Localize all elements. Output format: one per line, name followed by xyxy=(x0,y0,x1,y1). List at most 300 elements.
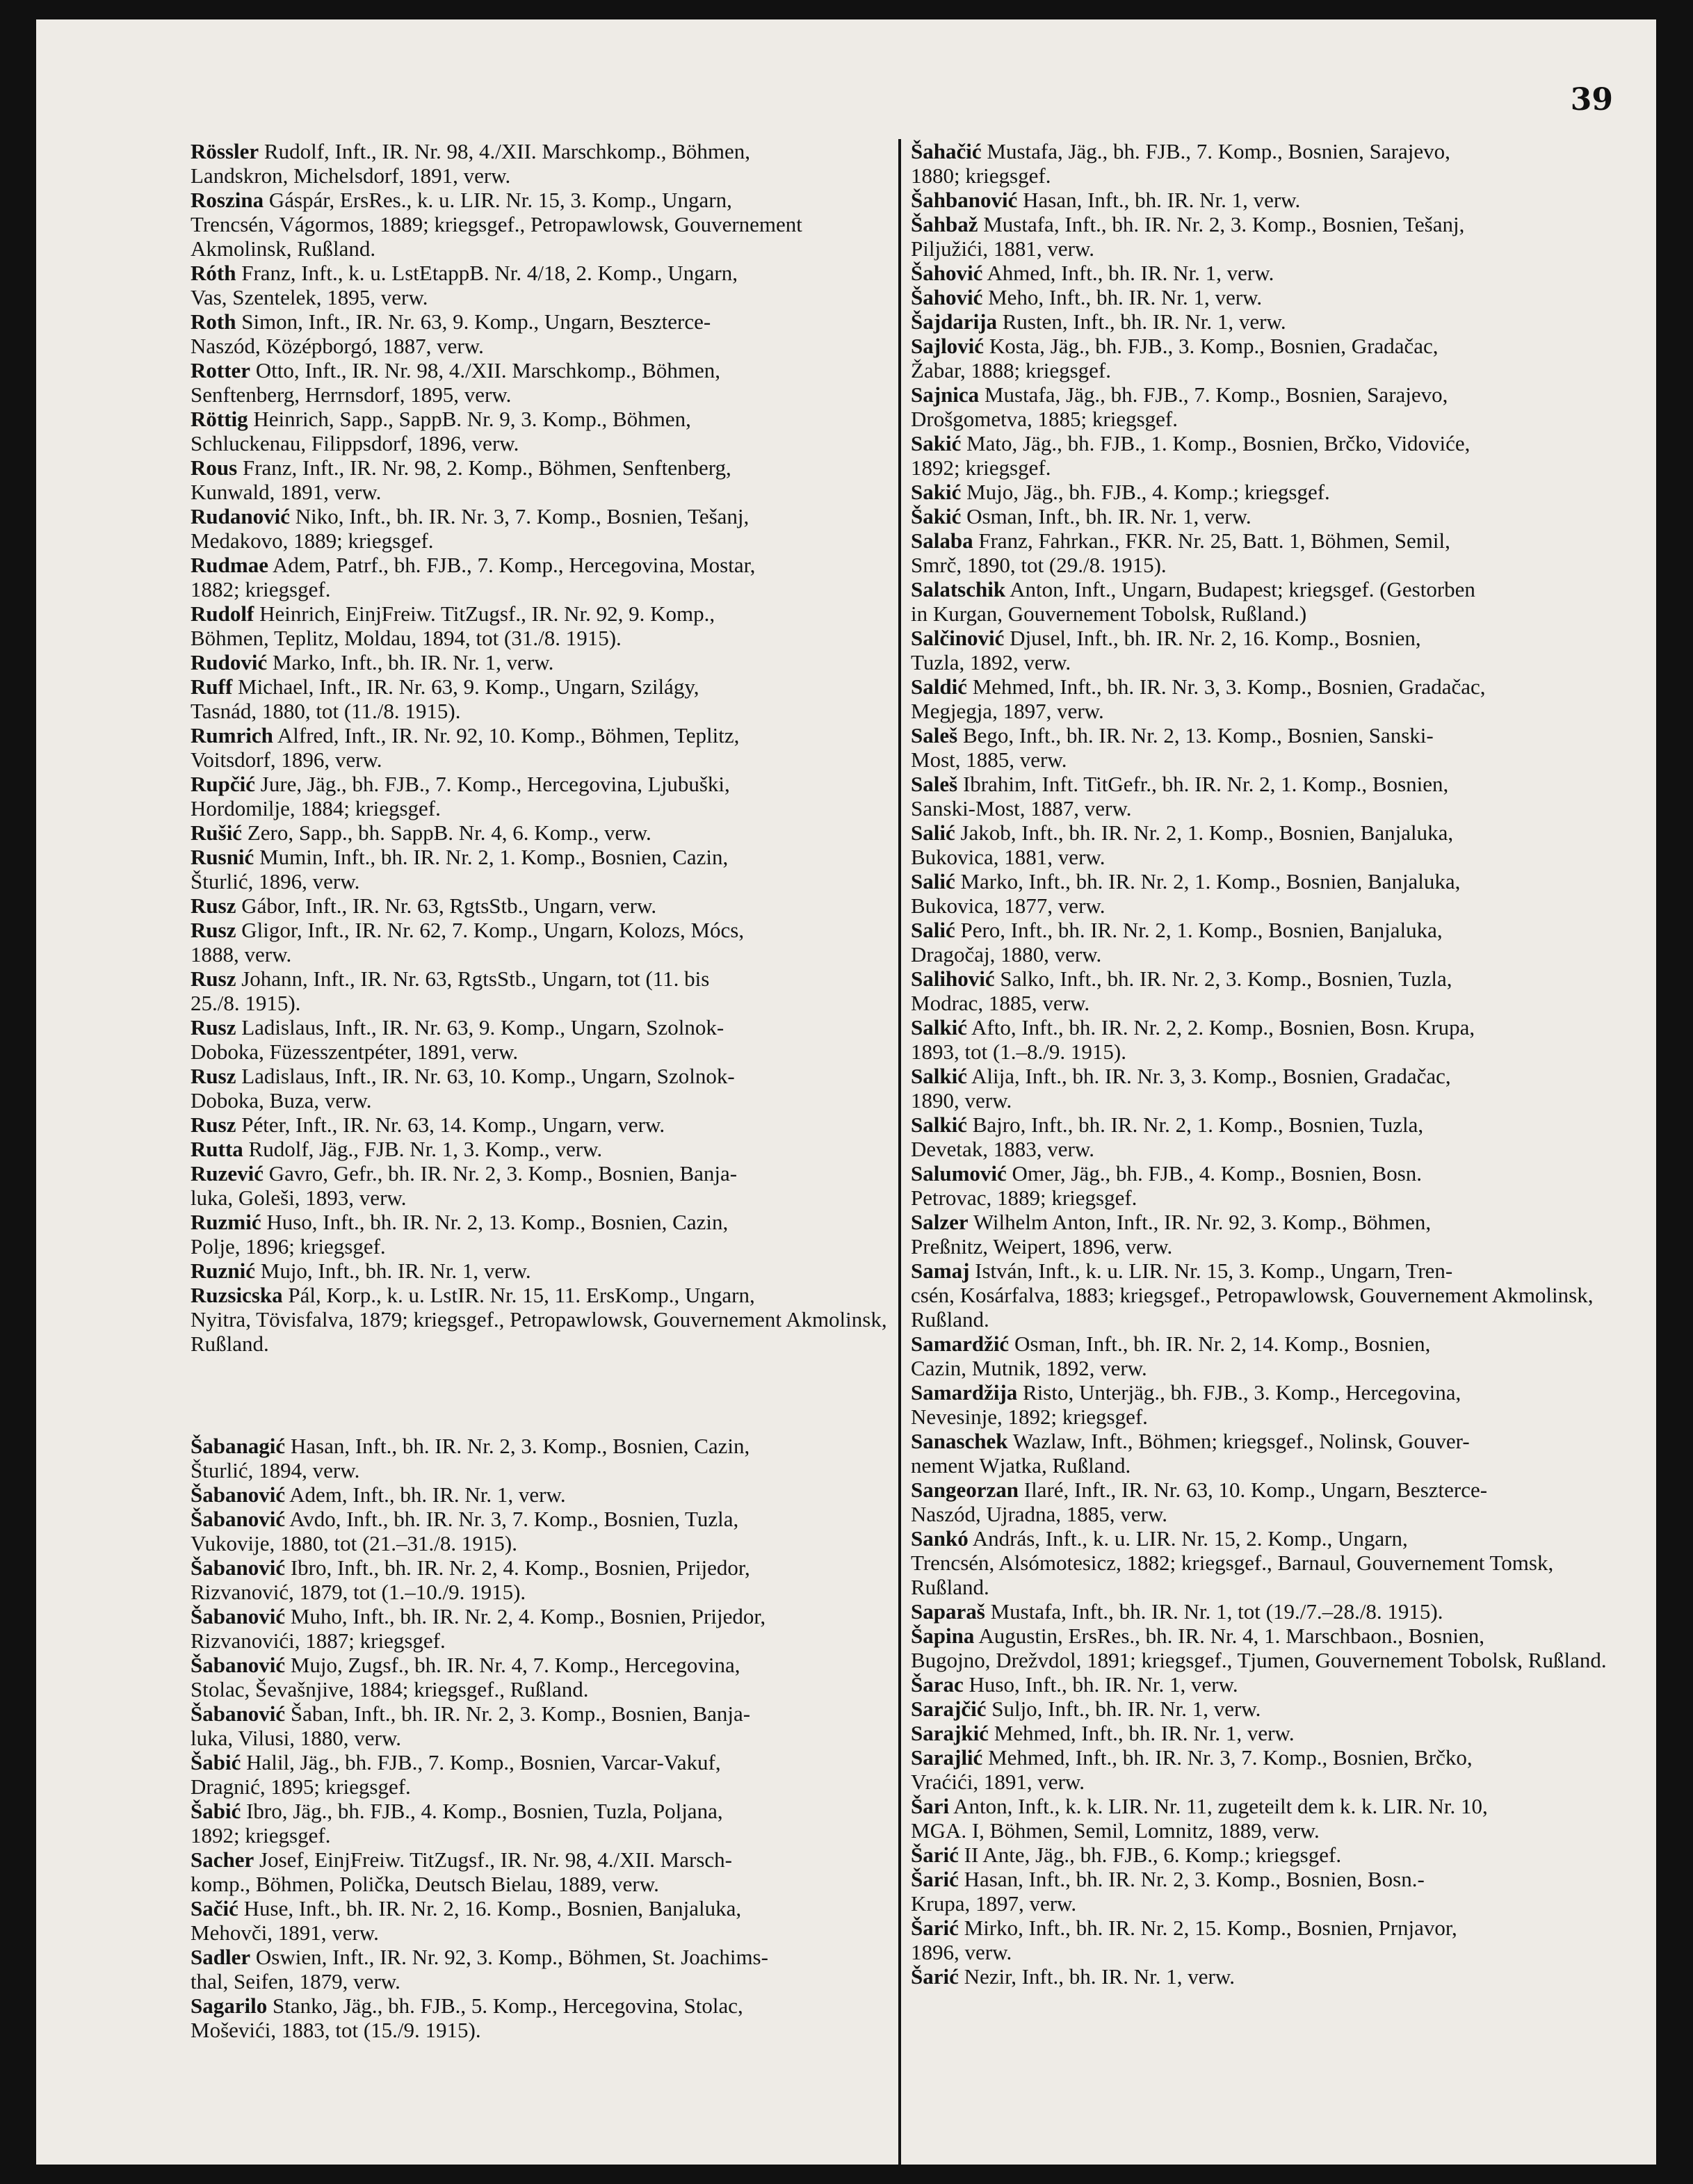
entry-surname: Roszina xyxy=(191,188,264,212)
entry-details: Ibrahim, Inft. TitGefr., bh. IR. Nr. 2, 1. Komp., Bosnien, xyxy=(957,772,1449,796)
entry-details: Johann, Inft., IR. Nr. 63, RgtsStb., Ungarn, tot (11. bis xyxy=(236,966,710,991)
register-entry xyxy=(911,1161,1607,1210)
entry-surname: Rotter xyxy=(191,358,251,382)
entry-continuation: Hordomilje, 1884; kriegsgef. xyxy=(191,796,441,820)
entry-details: Heinrich, Sapp., SappB. Nr. 9, 3. Komp., Böhmen, xyxy=(248,407,691,431)
register-entry xyxy=(911,1015,1607,1064)
entry-continuation: Žabar, 1888; kriegsgef. xyxy=(911,358,1111,382)
entry-details: Kosta, Jäg., bh. FJB., 3. Komp., Bosnien, Gradačac, xyxy=(984,334,1439,358)
scanned-page xyxy=(36,19,1656,2165)
entry-details: Mehmed, Inft., bh. IR. Nr. 3, 7. Komp., Bosnien, Brčko, xyxy=(982,1745,1473,1770)
entry-surname: Šarić xyxy=(911,1867,959,1891)
register-entry xyxy=(191,1259,889,1283)
entry-surname: Rous xyxy=(191,455,238,480)
entry-continuation: Tuzla, 1892, verw. xyxy=(911,650,1071,674)
entry-surname: Röttig xyxy=(191,407,248,431)
entry-continuation: 1896, verw. xyxy=(911,1940,1012,1964)
register-entry xyxy=(191,1434,889,1482)
entry-surname: Šahbaž xyxy=(911,212,978,236)
entry-details: Zero, Sapp., bh. SappB. Nr. 4, 6. Komp., verw. xyxy=(242,820,651,845)
entry-surname: Šabić xyxy=(191,1750,241,1774)
entry-details: Rudolf, Inft., IR. Nr. 98, 4./XII. Marschkomp., Böhmen, xyxy=(259,139,751,163)
entry-surname: Sakić xyxy=(911,480,962,504)
entry-continuation: Naszód, Középborgó, 1887, verw. xyxy=(191,334,484,358)
entry-surname: Šahbanović xyxy=(911,188,1018,212)
entry-details: II Ante, Jäg., bh. FJB., 6. Komp.; kriegsgef. xyxy=(958,1843,1342,1867)
register-entry xyxy=(911,1697,1607,1721)
register-entry xyxy=(911,674,1607,723)
entry-details: Augustin, ErsRes., bh. IR. Nr. 4, 1. Marschbaon., Bosnien, xyxy=(974,1624,1484,1648)
left-column xyxy=(191,139,889,2042)
register-entry xyxy=(911,261,1607,285)
entry-continuation: Most, 1885, verw. xyxy=(911,747,1067,772)
section-gap xyxy=(191,1356,889,1434)
register-entry xyxy=(911,480,1607,504)
entry-details: Hasan, Inft., bh. IR. Nr. 2, 3. Komp., Bosnien, Bosn.- xyxy=(958,1867,1425,1891)
register-entry xyxy=(191,261,889,309)
entry-continuation: Rizvanović, 1879, tot (1.–10./9. 1915). xyxy=(191,1580,526,1604)
register-entry xyxy=(191,1799,889,1847)
entry-surname: Saleš xyxy=(911,772,958,796)
entry-surname: Rusnić xyxy=(191,845,254,869)
entry-continuation: Stolac, Ševašnjive, 1884; kriegsgef., Rußland. xyxy=(191,1677,589,1701)
entry-details: András, Inft., k. u. LIR. Nr. 15, 2. Komp., Ungarn, xyxy=(968,1526,1408,1551)
entry-details: Adem, Patrf., bh. FJB., 7. Komp., Hercegovina, Mostar, xyxy=(268,553,756,577)
entry-details: Meho, Inft., bh. IR. Nr. 1, verw. xyxy=(982,285,1263,309)
entry-details: Huso, Inft., bh. IR. Nr. 1, verw. xyxy=(963,1672,1238,1697)
entry-details: Rusten, Inft., bh. IR. Nr. 1, verw. xyxy=(997,309,1286,334)
register-entry xyxy=(911,1380,1607,1429)
entry-continuation: Vukovije, 1880, tot (21.–31./8. 1915). xyxy=(191,1531,517,1555)
entry-continuation: Vas, Szentelek, 1895, verw. xyxy=(191,285,428,309)
entry-continuation: Rizvanovići, 1887; kriegsgef. xyxy=(191,1628,446,1653)
entry-surname: Rudmae xyxy=(191,553,268,577)
register-entry xyxy=(191,723,889,772)
entry-surname: Ruzsicska xyxy=(191,1283,283,1307)
register-entry xyxy=(911,1064,1607,1113)
entry-surname: Šabanović xyxy=(191,1653,286,1677)
entry-surname: Sakić xyxy=(911,431,962,455)
entry-details: Afto, Inft., bh. IR. Nr. 2, 2. Komp., Bosnien, Bosn. Krupa, xyxy=(966,1015,1475,1040)
entry-continuation: Smrč, 1890, tot (29./8. 1915). xyxy=(911,553,1167,577)
entry-details: Pál, Korp., k. u. LstIR. Nr. 15, 11. ErsKomp., Ungarn, xyxy=(282,1283,755,1307)
entry-details: Nezir, Inft., bh. IR. Nr. 1, verw. xyxy=(958,1964,1235,1989)
entry-surname: Sarajčić xyxy=(911,1697,987,1721)
entry-surname: Róth xyxy=(191,261,236,285)
entry-continuation: Dragočaj, 1880, verw. xyxy=(911,942,1102,966)
register-entry xyxy=(911,772,1607,820)
register-entry xyxy=(191,1113,889,1137)
entry-details: Mehmed, Inft., bh. IR. Nr. 1, verw. xyxy=(988,1721,1295,1745)
entry-surname: Šahović xyxy=(911,261,983,285)
entry-details: Osman, Inft., bh. IR. Nr. 1, verw. xyxy=(961,504,1251,528)
entry-details: Franz, Inft., k. u. LstEtappB. Nr. 4/18, 2. Komp., Ungarn, xyxy=(236,261,738,285)
entry-surname: Šahačić xyxy=(911,139,982,163)
entry-details: Šaban, Inft., bh. IR. Nr. 2, 3. Komp., Bosnien, Banja- xyxy=(285,1701,751,1726)
entry-details: Bajro, Inft., bh. IR. Nr. 2, 1. Komp., Bosnien, Tuzla, xyxy=(966,1113,1424,1137)
entry-surname: Sajnica xyxy=(911,382,980,407)
entry-details: Marko, Inft., bh. IR. Nr. 2, 1. Komp., Bosnien, Banjaluka, xyxy=(955,869,1461,893)
entry-details: Djusel, Inft., bh. IR. Nr. 2, 16. Komp., Bosnien, xyxy=(1004,626,1421,650)
register-entry xyxy=(191,455,889,504)
register-entry xyxy=(911,820,1607,869)
register-entry xyxy=(191,1015,889,1064)
entry-surname: Ruff xyxy=(191,674,233,699)
entry-details: Mujo, Inft., bh. IR. Nr. 1, verw. xyxy=(255,1259,531,1283)
entry-details: Wazlaw, Inft., Böhmen; kriegsgef., Nolinsk, Gouver- xyxy=(1007,1429,1470,1453)
register-entry xyxy=(191,918,889,966)
entry-surname: Sankó xyxy=(911,1526,969,1551)
entry-surname: Šajdarija xyxy=(911,309,997,334)
entry-continuation: Mehovči, 1891, verw. xyxy=(191,1920,379,1945)
entry-surname: Salzer xyxy=(911,1210,969,1234)
entry-details: Mirko, Inft., bh. IR. Nr. 2, 15. Komp., Bosnien, Prnjavor, xyxy=(958,1916,1457,1940)
entry-details: Muho, Inft., bh. IR. Nr. 2, 4. Komp., Bosnien, Prijedor, xyxy=(285,1604,766,1628)
entry-continuation: Modrac, 1885, verw. xyxy=(911,991,1090,1015)
entry-continuation: Naszód, Ujradna, 1885, verw. xyxy=(911,1502,1168,1526)
entry-surname: Salkić xyxy=(911,1015,967,1040)
register-entry xyxy=(911,1478,1607,1526)
entry-continuation: komp., Böhmen, Polička, Deutsch Bielau, 1889, verw. xyxy=(191,1872,659,1896)
entry-details: Mustafa, Jäg., bh. FJB., 7. Komp., Bosnien, Sarajevo, xyxy=(979,382,1448,407)
entry-continuation: 1882; kriegsgef. xyxy=(191,577,331,601)
entry-surname: Salkić xyxy=(911,1113,967,1137)
entry-continuation: luka, Goleši, 1893, verw. xyxy=(191,1186,407,1210)
entry-surname: Šabanović xyxy=(191,1507,286,1531)
entry-surname: Sarajkić xyxy=(911,1721,989,1745)
register-entry xyxy=(191,1482,889,1507)
entry-details: Stanko, Jäg., bh. FJB., 5. Komp., Hercegovina, Stolac, xyxy=(267,1993,743,2018)
entry-continuation: Trencsén, Alsómotesicz, 1882; kriegsgef., Barnaul, Gouvernement Tomsk, Rußland. xyxy=(911,1551,1554,1599)
entry-details: Huse, Inft., bh. IR. Nr. 2, 16. Komp., Bosnien, Banjaluka, xyxy=(238,1896,742,1920)
register-entry xyxy=(911,212,1607,261)
register-entry xyxy=(911,1429,1607,1478)
entry-continuation: Polje, 1896; kriegsgef. xyxy=(191,1234,386,1259)
entry-continuation: csén, Kosárfalva, 1883; kriegsgef., Petropawlowsk, Gouvernement Akmolinsk, Rußland. xyxy=(911,1283,1594,1332)
entry-surname: Saleš xyxy=(911,723,958,747)
register-entry xyxy=(911,1672,1607,1697)
register-entry xyxy=(911,309,1607,334)
entry-continuation: Preßnitz, Weipert, 1896, verw. xyxy=(911,1234,1173,1259)
entry-continuation: Medakovo, 1889; kriegsgef. xyxy=(191,528,434,553)
register-entry xyxy=(911,504,1607,528)
entry-surname: Salić xyxy=(911,820,955,845)
entry-details: Gáspár, ErsRes., k. u. LIR. Nr. 15, 3. Komp., Ungarn, xyxy=(264,188,732,212)
register-entry xyxy=(911,431,1607,480)
entry-surname: Ruzmić xyxy=(191,1210,261,1234)
entry-continuation: Cazin, Mutnik, 1892, verw. xyxy=(911,1356,1147,1380)
entry-details: Franz, Inft., IR. Nr. 98, 2. Komp., Böhmen, Senftenberg, xyxy=(237,455,731,480)
entry-surname: Sangeorzan xyxy=(911,1478,1019,1502)
entry-surname: Rusz xyxy=(191,1064,236,1088)
register-entry xyxy=(191,1896,889,1945)
register-entry xyxy=(191,1507,889,1555)
entry-details: Bego, Inft., bh. IR. Nr. 2, 13. Komp., Bosnien, Sanski- xyxy=(957,723,1434,747)
register-entry xyxy=(911,1867,1607,1916)
entry-surname: Šarac xyxy=(911,1672,964,1697)
entry-surname: Rutta xyxy=(191,1137,243,1161)
register-entry xyxy=(911,918,1607,966)
entry-surname: Sarajlić xyxy=(911,1745,983,1770)
register-entry xyxy=(911,1624,1607,1672)
register-entry xyxy=(911,188,1607,212)
entry-surname: Rusz xyxy=(191,966,236,991)
entry-surname: Salić xyxy=(911,918,955,942)
entry-details: Franz, Fahrkan., FKR. Nr. 25, Batt. 1, Böhmen, Semil, xyxy=(973,528,1450,553)
entry-surname: Šabanagić xyxy=(191,1434,286,1458)
entry-surname: Šabanović xyxy=(191,1604,286,1628)
entry-continuation: Drošgometva, 1885; kriegsgef. xyxy=(911,407,1178,431)
entry-details: Pero, Inft., bh. IR. Nr. 2, 1. Komp., Bosnien, Banjaluka, xyxy=(955,918,1443,942)
entry-details: Josef, EinjFreiw. TitZugsf., IR. Nr. 98, 4./XII. Marsch- xyxy=(254,1847,732,1872)
register-entry xyxy=(911,723,1607,772)
entry-details: Hasan, Inft., bh. IR. Nr. 1, verw. xyxy=(1017,188,1301,212)
entry-surname: Sajlović xyxy=(911,334,985,358)
entry-details: Marko, Inft., bh. IR. Nr. 1, verw. xyxy=(267,650,554,674)
entry-surname: Rudović xyxy=(191,650,268,674)
entry-continuation: 1888, verw. xyxy=(191,942,292,966)
entry-continuation: Šturlić, 1896, verw. xyxy=(191,869,360,893)
entry-details: Suljo, Inft., bh. IR. Nr. 1, verw. xyxy=(986,1697,1261,1721)
entry-surname: Šabanović xyxy=(191,1701,286,1726)
entry-surname: Rusz xyxy=(191,1015,236,1040)
page-number: 39 xyxy=(1570,82,1613,118)
entry-details: Ibro, Jäg., bh. FJB., 4. Komp., Bosnien, Tuzla, Poljana, xyxy=(241,1799,723,1823)
entry-surname: Saldić xyxy=(911,674,967,699)
entry-continuation: Devetak, 1883, verw. xyxy=(911,1137,1094,1161)
register-entry xyxy=(911,1916,1607,1964)
entry-details: Alfred, Inft., IR. Nr. 92, 10. Komp., Böhmen, Teplitz, xyxy=(273,723,740,747)
entry-surname: Sacher xyxy=(191,1847,254,1872)
entry-surname: Sagarilo xyxy=(191,1993,268,2018)
entry-surname: Salatschik xyxy=(911,577,1006,601)
entry-continuation: 1892; kriegsgef. xyxy=(911,455,1051,480)
entry-details: Anton, Inft., Ungarn, Budapest; kriegsgef. (Gestorben xyxy=(1005,577,1475,601)
entry-details: Adem, Inft., bh. IR. Nr. 1, verw. xyxy=(285,1482,566,1507)
register-entry xyxy=(191,1993,889,2042)
register-entry xyxy=(911,1964,1607,1989)
entry-details: Mato, Jäg., bh. FJB., 1. Komp., Bosnien, Brčko, Vidoviće, xyxy=(961,431,1471,455)
entry-continuation: Bukovica, 1881, verw. xyxy=(911,845,1105,869)
entry-details: Rudolf, Jäg., FJB. Nr. 1, 3. Komp., verw. xyxy=(243,1137,603,1161)
entry-continuation: 1880; kriegsgef. xyxy=(911,163,1051,188)
register-entry xyxy=(911,1721,1607,1745)
register-entry xyxy=(191,504,889,553)
entry-continuation: thal, Seifen, 1879, verw. xyxy=(191,1969,400,1993)
entry-surname: Roth xyxy=(191,309,236,334)
register-entry xyxy=(191,1750,889,1799)
entry-surname: Samaj xyxy=(911,1259,970,1283)
register-entry xyxy=(911,1843,1607,1867)
register-entry xyxy=(911,285,1607,309)
entry-surname: Šabanović xyxy=(191,1555,286,1580)
register-entry xyxy=(191,1064,889,1113)
entry-surname: Šarić xyxy=(911,1964,959,1989)
register-entry xyxy=(191,1701,889,1750)
register-entry xyxy=(911,1526,1607,1599)
register-entry xyxy=(191,1945,889,1993)
entry-details: Mehmed, Inft., bh. IR. Nr. 3, 3. Komp., Bosnien, Gradačac, xyxy=(966,674,1486,699)
entry-continuation: Voitsdorf, 1896, verw. xyxy=(191,747,382,772)
entry-details: Ladislaus, Inft., IR. Nr. 63, 10. Komp., Ungarn, Szolnok- xyxy=(236,1064,735,1088)
entry-surname: Šabić xyxy=(191,1799,241,1823)
entry-details: Risto, Unterjäg., bh. FJB., 3. Komp., Hercegovina, xyxy=(1017,1380,1461,1405)
entry-surname: Salkić xyxy=(911,1064,967,1088)
entry-surname: Salumović xyxy=(911,1161,1007,1186)
register-entry xyxy=(191,1137,889,1161)
entry-details: Mustafa, Jäg., bh. FJB., 7. Komp., Bosnien, Sarajevo, xyxy=(981,139,1450,163)
register-entry xyxy=(191,1604,889,1653)
register-entry xyxy=(191,188,889,261)
register-entry xyxy=(191,1210,889,1259)
register-entry xyxy=(191,1653,889,1701)
entry-details: Osman, Inft., bh. IR. Nr. 2, 14. Komp., Bosnien, xyxy=(1009,1332,1431,1356)
entry-surname: Rusz xyxy=(191,893,236,918)
entry-details: Anton, Inft., k. k. LIR. Nr. 11, zugeteilt dem k. k. LIR. Nr. 10, xyxy=(949,1794,1488,1818)
entry-details: Gligor, Inft., IR. Nr. 62, 7. Komp., Ungarn, Kolozs, Mócs, xyxy=(236,918,745,942)
entry-details: Mumin, Inft., bh. IR. Nr. 2, 1. Komp., Bosnien, Cazin, xyxy=(254,845,729,869)
entry-details: Simon, Inft., IR. Nr. 63, 9. Komp., Ungarn, Beszterce- xyxy=(236,309,711,334)
entry-surname: Rupčić xyxy=(191,772,255,796)
entry-surname: Samardžija xyxy=(911,1380,1018,1405)
register-entry xyxy=(191,650,889,674)
entry-surname: Salihović xyxy=(911,966,995,991)
entry-surname: Sadler xyxy=(191,1945,251,1969)
entry-details: Péter, Inft., IR. Nr. 63, 14. Komp., Ungarn, verw. xyxy=(236,1113,665,1137)
entry-continuation: Moševići, 1883, tot (15./9. 1915). xyxy=(191,2018,481,2042)
entry-surname: Ruznić xyxy=(191,1259,255,1283)
entry-details: Omer, Jäg., bh. FJB., 4. Komp., Bosnien, Bosn. xyxy=(1006,1161,1423,1186)
entry-details: Niko, Inft., bh. IR. Nr. 3, 7. Komp., Bosnien, Tešanj, xyxy=(289,504,750,528)
register-entry xyxy=(191,772,889,820)
entry-surname: Salaba xyxy=(911,528,973,553)
entry-surname: Rössler xyxy=(191,139,259,163)
entry-continuation: Landskron, Michelsdorf, 1891, verw. xyxy=(191,163,511,188)
entry-details: Avdo, Inft., bh. IR. Nr. 3, 7. Komp., Bosnien, Tuzla, xyxy=(285,1507,739,1531)
entry-continuation: 1890, verw. xyxy=(911,1088,1012,1113)
register-entry xyxy=(911,1332,1607,1380)
entry-surname: Šari xyxy=(911,1794,950,1818)
entry-continuation: Doboka, Füzesszentpéter, 1891, verw. xyxy=(191,1040,519,1064)
register-entry xyxy=(911,1113,1607,1161)
register-entry xyxy=(191,139,889,188)
entry-surname: Šapina xyxy=(911,1624,975,1648)
register-entry xyxy=(911,1210,1607,1259)
entry-surname: Šabanović xyxy=(191,1482,286,1507)
register-entry xyxy=(911,382,1607,431)
entry-details: Ahmed, Inft., bh. IR. Nr. 1, verw. xyxy=(982,261,1274,285)
entry-details: Michael, Inft., IR. Nr. 63, 9. Komp., Ungarn, Szilágy, xyxy=(232,674,699,699)
entry-details: Otto, Inft., IR. Nr. 98, 4./XII. Marschkomp., Böhmen, xyxy=(250,358,720,382)
entry-continuation: 1892; kriegsgef. xyxy=(191,1823,331,1847)
entry-continuation: 1893, tot (1.–8./9. 1915). xyxy=(911,1040,1126,1064)
register-entry xyxy=(911,869,1607,918)
entry-continuation: Šturlić, 1894, verw. xyxy=(191,1458,360,1482)
register-entry xyxy=(911,1259,1607,1332)
entry-details: Oswien, Inft., IR. Nr. 92, 3. Komp., Böhmen, St. Joachims- xyxy=(250,1945,768,1969)
register-entry xyxy=(911,626,1607,674)
entry-continuation: Kunwald, 1891, verw. xyxy=(191,480,382,504)
register-entry xyxy=(191,893,889,918)
entry-continuation: Nyitra, Tövisfalva, 1879; kriegsgef., Petropawlowsk, Gouvernement Akmolinsk, Rußland. xyxy=(191,1307,887,1356)
entry-details: Alija, Inft., bh. IR. Nr. 3, 3. Komp., Bosnien, Gradačac, xyxy=(966,1064,1451,1088)
entry-continuation: Sanski-Most, 1887, verw. xyxy=(911,796,1132,820)
entry-continuation: Krupa, 1897, verw. xyxy=(911,1891,1077,1916)
entry-details: Mustafa, Inft., bh. IR. Nr. 2, 3. Komp., Bosnien, Tešanj, xyxy=(978,212,1465,236)
entry-surname: Sačić xyxy=(191,1896,238,1920)
register-entry xyxy=(191,1283,889,1356)
entry-continuation: Petrovac, 1889; kriegsgef. xyxy=(911,1186,1137,1210)
register-entry xyxy=(911,528,1607,577)
register-entry xyxy=(191,1847,889,1896)
entry-details: Salko, Inft., bh. IR. Nr. 2, 3. Komp., Bosnien, Tuzla, xyxy=(994,966,1452,991)
entry-details: Gavro, Gefr., bh. IR. Nr. 2, 3. Komp., Bosnien, Banja- xyxy=(264,1161,738,1186)
entry-surname: Rudolf xyxy=(191,601,254,626)
register-entry xyxy=(191,553,889,601)
entry-continuation: Bukovica, 1877, verw. xyxy=(911,893,1105,918)
entry-details: Ilaré, Inft., IR. Nr. 63, 10. Komp., Ungarn, Beszterce- xyxy=(1019,1478,1488,1502)
entry-continuation: Bugojno, Drežvdol, 1891; kriegsgef., Tjumen, Gouvernement Tobolsk, Rußland. xyxy=(911,1648,1607,1672)
entry-surname: Samardžić xyxy=(911,1332,1010,1356)
entry-surname: Šarić xyxy=(911,1916,959,1940)
entry-continuation: Schluckenau, Filippsdorf, 1896, verw. xyxy=(191,431,519,455)
register-entry xyxy=(911,1745,1607,1794)
register-entry xyxy=(191,966,889,1015)
entry-details: Halil, Jäg., bh. FJB., 7. Komp., Bosnien, Varcar-Vakuf, xyxy=(241,1750,721,1774)
register-entry xyxy=(191,407,889,455)
entry-surname: Saparaš xyxy=(911,1599,985,1624)
entry-surname: Šakić xyxy=(911,504,962,528)
entry-surname: Salić xyxy=(911,869,955,893)
entry-surname: Rusz xyxy=(191,918,236,942)
entry-surname: Rusz xyxy=(191,1113,236,1137)
entry-continuation: 25./8. 1915). xyxy=(191,991,301,1015)
entry-continuation: Doboka, Buza, verw. xyxy=(191,1088,372,1113)
entry-details: Mujo, Jäg., bh. FJB., 4. Komp.; kriegsgef. xyxy=(961,480,1330,504)
entry-details: Jure, Jäg., bh. FJB., 7. Komp., Hercegovina, Ljubuški, xyxy=(255,772,730,796)
entry-continuation: MGA. I, Böhmen, Semil, Lomnitz, 1889, verw. xyxy=(911,1818,1320,1843)
register-entry xyxy=(911,966,1607,1015)
entry-details: Ladislaus, Inft., IR. Nr. 63, 9. Komp., Ungarn, Szolnok- xyxy=(236,1015,724,1040)
entry-details: Mujo, Zugsf., bh. IR. Nr. 4, 7. Komp., Hercegovina, xyxy=(285,1653,740,1677)
register-entry xyxy=(191,845,889,893)
entry-continuation: luka, Vilusi, 1880, verw. xyxy=(191,1726,401,1750)
entry-surname: Salčinović xyxy=(911,626,1005,650)
entry-surname: Ruzević xyxy=(191,1161,264,1186)
entry-continuation: Trencsén, Vágormos, 1889; kriegsgef., Petropawlowsk, Gouvernement Akmolinsk, Rußland. xyxy=(191,212,802,261)
column-divider xyxy=(898,139,901,2165)
entry-details: Ibro, Inft., bh. IR. Nr. 2, 4. Komp., Bosnien, Prijedor, xyxy=(285,1555,750,1580)
entry-continuation: in Kurgan, Gouvernement Tobolsk, Rußland.) xyxy=(911,601,1307,626)
entry-surname: Rumrich xyxy=(191,723,273,747)
register-entry xyxy=(191,1555,889,1604)
entry-details: Hasan, Inft., bh. IR. Nr. 2, 3. Komp., Bosnien, Cazin, xyxy=(285,1434,750,1458)
entry-continuation: Dragnić, 1895; kriegsgef. xyxy=(191,1774,411,1799)
entry-details: Heinrich, EinjFreiw. TitZugsf., IR. Nr. 92, 9. Komp., xyxy=(254,601,715,626)
entry-continuation: Vraćići, 1891, verw. xyxy=(911,1770,1085,1794)
register-entry xyxy=(191,309,889,358)
register-entry xyxy=(191,358,889,407)
register-entry xyxy=(191,674,889,723)
register-entry xyxy=(911,577,1607,626)
entry-surname: Šarić xyxy=(911,1843,959,1867)
register-entry xyxy=(191,820,889,845)
entry-continuation: Tasnád, 1880, tot (11./8. 1915). xyxy=(191,699,461,723)
entry-continuation: Piljužići, 1881, verw. xyxy=(911,236,1095,261)
entry-surname: Rudanović xyxy=(191,504,290,528)
register-entry xyxy=(911,1794,1607,1843)
entry-surname: Šahović xyxy=(911,285,983,309)
